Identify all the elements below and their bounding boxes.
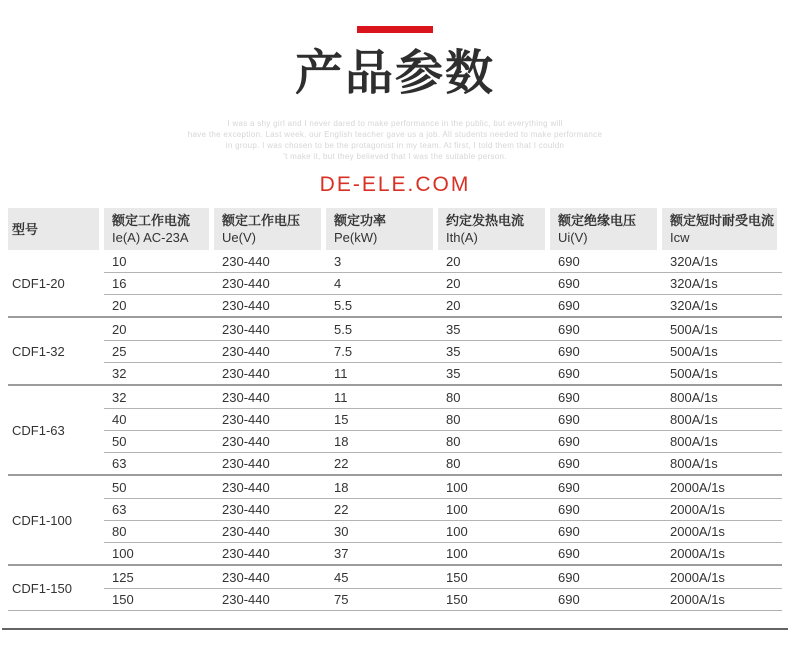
table-cell: 800A/1s bbox=[670, 434, 718, 449]
table-cell: 690 bbox=[558, 524, 580, 539]
table-cell: 2000A/1s bbox=[670, 479, 725, 495]
table-cell: 230-440 bbox=[222, 389, 270, 405]
table-cell: 2000A/1s bbox=[670, 569, 725, 585]
table-row bbox=[104, 294, 782, 316]
page-title: 产品参数 bbox=[294, 47, 495, 100]
table-cell: 320A/1s bbox=[670, 253, 718, 269]
table-cell: 690 bbox=[558, 344, 580, 359]
table-cell: 80 bbox=[446, 412, 461, 427]
table-cell: 11 bbox=[334, 366, 348, 381]
model-group bbox=[8, 474, 782, 564]
table-cell: 230-440 bbox=[222, 546, 270, 561]
table-row bbox=[104, 272, 782, 294]
table-cell: 2000A/1s bbox=[670, 592, 725, 607]
table-cell: 230-440 bbox=[222, 592, 270, 607]
table-cell: 690 bbox=[558, 592, 580, 607]
table-row bbox=[104, 452, 782, 474]
bottom-divider bbox=[2, 628, 788, 630]
table-row bbox=[104, 542, 782, 564]
col-header-name: 额定工作电流 bbox=[112, 213, 191, 228]
table-cell: 15 bbox=[334, 412, 349, 427]
table-cell: 35 bbox=[446, 366, 461, 381]
table-cell: 25 bbox=[112, 344, 127, 359]
col-header-name: 额定短时耐受电流 bbox=[670, 213, 775, 228]
col-header-name: 型号 bbox=[12, 221, 39, 237]
table-cell: 32 bbox=[112, 366, 127, 381]
col-header-name: 额定工作电压 bbox=[222, 213, 301, 228]
title-accent-bar bbox=[357, 26, 433, 33]
table-cell: 10 bbox=[112, 253, 127, 269]
table-cell: 690 bbox=[558, 502, 580, 517]
table-cell: 690 bbox=[558, 389, 580, 405]
table-cell: 40 bbox=[112, 412, 127, 427]
table-cell: 2000A/1s bbox=[670, 502, 725, 517]
table-cell: 230-440 bbox=[222, 276, 270, 291]
table-cell: 690 bbox=[558, 434, 580, 449]
col-header-symbol: Icw bbox=[670, 230, 690, 245]
table-row bbox=[104, 588, 782, 610]
table-cell: 690 bbox=[558, 321, 580, 337]
table-cell: 230-440 bbox=[222, 253, 270, 269]
table-cell: 690 bbox=[558, 366, 580, 381]
table-cell: 150 bbox=[446, 569, 468, 585]
table-cell: 230-440 bbox=[222, 412, 270, 427]
col-header-name: 约定发热电流 bbox=[446, 213, 525, 228]
col-header-symbol: Ith(A) bbox=[446, 230, 478, 245]
table-cell: 18 bbox=[334, 479, 349, 495]
model-group bbox=[8, 384, 782, 474]
table-cell: 80 bbox=[112, 524, 127, 539]
col-header-rated-power bbox=[326, 208, 438, 250]
table-cell: 800A/1s bbox=[670, 412, 718, 427]
subtitle-line: in group. I was chosen to be the protagonist in my team. At first, I told them that I couldn bbox=[225, 141, 565, 150]
model-name: CDF1-100 bbox=[12, 512, 72, 528]
table-row bbox=[104, 520, 782, 542]
model-name: CDF1-20 bbox=[12, 275, 65, 291]
table-cell: 125 bbox=[112, 569, 134, 585]
table-cell: 230-440 bbox=[222, 502, 270, 517]
table-cell: 3 bbox=[334, 253, 342, 269]
table-row bbox=[104, 362, 782, 384]
table-cell: 11 bbox=[334, 389, 348, 405]
table-cell: 20 bbox=[446, 298, 461, 313]
table-row bbox=[104, 476, 782, 498]
table-cell: 20 bbox=[112, 321, 127, 337]
table-cell: 100 bbox=[446, 502, 468, 517]
table-cell: 63 bbox=[112, 456, 127, 471]
table-cell: 230-440 bbox=[222, 524, 270, 539]
col-header-name: 额定功率 bbox=[334, 213, 387, 228]
table-row bbox=[104, 566, 782, 588]
model-group bbox=[8, 250, 782, 316]
table-cell: 500A/1s bbox=[670, 344, 718, 359]
table-cell: 80 bbox=[446, 456, 461, 471]
table-cell: 50 bbox=[112, 434, 127, 449]
brand-website-text: DE-ELE.COM bbox=[319, 173, 471, 196]
table-cell: 800A/1s bbox=[670, 456, 718, 471]
table-cell: 690 bbox=[558, 456, 580, 471]
table-cell: 690 bbox=[558, 546, 580, 561]
table-cell: 690 bbox=[558, 276, 580, 291]
subtitle-line: 't make it, but they believed that I was the suitable person. bbox=[283, 152, 507, 161]
model-name: CDF1-32 bbox=[12, 343, 65, 359]
table-row bbox=[104, 498, 782, 520]
table-cell: 35 bbox=[446, 344, 461, 359]
decorative-subtitle-text bbox=[0, 118, 790, 162]
table-cell: 37 bbox=[334, 546, 349, 561]
table-cell: 100 bbox=[112, 546, 134, 561]
table-cell: 35 bbox=[446, 321, 461, 337]
col-header-rated-working-current bbox=[104, 208, 214, 250]
table-cell: 320A/1s bbox=[670, 276, 718, 291]
table-cell: 230-440 bbox=[222, 434, 270, 449]
table-row bbox=[104, 318, 782, 340]
table-cell: 230-440 bbox=[222, 366, 270, 381]
table-cell: 100 bbox=[446, 479, 468, 495]
table-header-row bbox=[8, 208, 782, 250]
table-cell: 690 bbox=[558, 479, 580, 495]
table-cell: 690 bbox=[558, 298, 580, 313]
table-cell: 320A/1s bbox=[670, 298, 718, 313]
col-header-symbol: Ui(V) bbox=[558, 230, 588, 245]
table-cell: 50 bbox=[112, 479, 127, 495]
model-name: CDF1-150 bbox=[12, 580, 72, 596]
col-header-symbol: Ue(V) bbox=[222, 230, 256, 245]
col-header-rated-insulation-voltage bbox=[550, 208, 662, 250]
table-cell: 230-440 bbox=[222, 298, 270, 313]
subtitle-line: I was a shy girl and I never dared to make performance in the public, but everything will bbox=[227, 119, 563, 128]
table-cell: 150 bbox=[446, 592, 468, 607]
col-header-model bbox=[8, 208, 104, 250]
table-cell: 230-440 bbox=[222, 344, 270, 359]
table-row bbox=[104, 408, 782, 430]
table-cell: 2000A/1s bbox=[670, 524, 725, 539]
table-cell: 230-440 bbox=[222, 321, 270, 337]
col-header-symbol: Ie(A) AC-23A bbox=[112, 230, 189, 245]
model-group bbox=[8, 316, 782, 384]
table-cell: 800A/1s bbox=[670, 389, 718, 405]
col-header-name: 额定绝缘电压 bbox=[558, 213, 637, 228]
table-cell: 20 bbox=[112, 298, 127, 313]
table-body bbox=[8, 250, 782, 611]
spec-table bbox=[8, 208, 782, 611]
table-cell: 22 bbox=[334, 502, 349, 517]
model-group bbox=[8, 564, 782, 610]
table-cell: 7.5 bbox=[334, 344, 353, 359]
col-header-conventional-thermal-current bbox=[438, 208, 550, 250]
subtitle-line: have the exception. Last week, our English teacher gave us a job. All students needed to make performance bbox=[187, 130, 603, 139]
table-cell: 80 bbox=[446, 434, 461, 449]
table-cell: 22 bbox=[334, 456, 349, 471]
table-row bbox=[104, 430, 782, 452]
table-cell: 20 bbox=[446, 276, 461, 291]
table-cell: 5.5 bbox=[334, 298, 353, 313]
table-cell: 2000A/1s bbox=[670, 546, 725, 561]
table-cell: 80 bbox=[446, 389, 461, 405]
table-cell: 16 bbox=[112, 276, 127, 291]
table-cell: 45 bbox=[334, 569, 349, 585]
table-cell: 690 bbox=[558, 569, 580, 585]
table-cell: 500A/1s bbox=[670, 366, 718, 381]
table-cell: 150 bbox=[112, 592, 134, 607]
table-row bbox=[104, 386, 782, 408]
table-row bbox=[104, 250, 782, 272]
table-cell: 690 bbox=[558, 253, 580, 269]
table-cell: 230-440 bbox=[222, 479, 270, 495]
model-name: CDF1-63 bbox=[12, 422, 65, 438]
table-cell: 75 bbox=[334, 592, 349, 607]
table-cell: 4 bbox=[334, 276, 342, 291]
col-header-symbol: Pe(kW) bbox=[334, 230, 378, 245]
col-header-short-time-withstand-current bbox=[662, 208, 782, 250]
table-cell: 5.5 bbox=[334, 321, 353, 337]
table-cell: 500A/1s bbox=[670, 321, 718, 337]
table-cell: 230-440 bbox=[222, 569, 270, 585]
table-cell: 18 bbox=[334, 434, 349, 449]
table-cell: 30 bbox=[334, 524, 349, 539]
col-header-rated-working-voltage bbox=[214, 208, 326, 250]
table-cell: 20 bbox=[446, 253, 461, 269]
table-cell: 32 bbox=[112, 389, 127, 405]
table-cell: 690 bbox=[558, 412, 580, 427]
table-cell: 63 bbox=[112, 502, 127, 517]
table-row bbox=[104, 340, 782, 362]
table-cell: 230-440 bbox=[222, 456, 270, 471]
table-cell: 100 bbox=[446, 546, 468, 561]
table-cell: 100 bbox=[446, 524, 468, 539]
